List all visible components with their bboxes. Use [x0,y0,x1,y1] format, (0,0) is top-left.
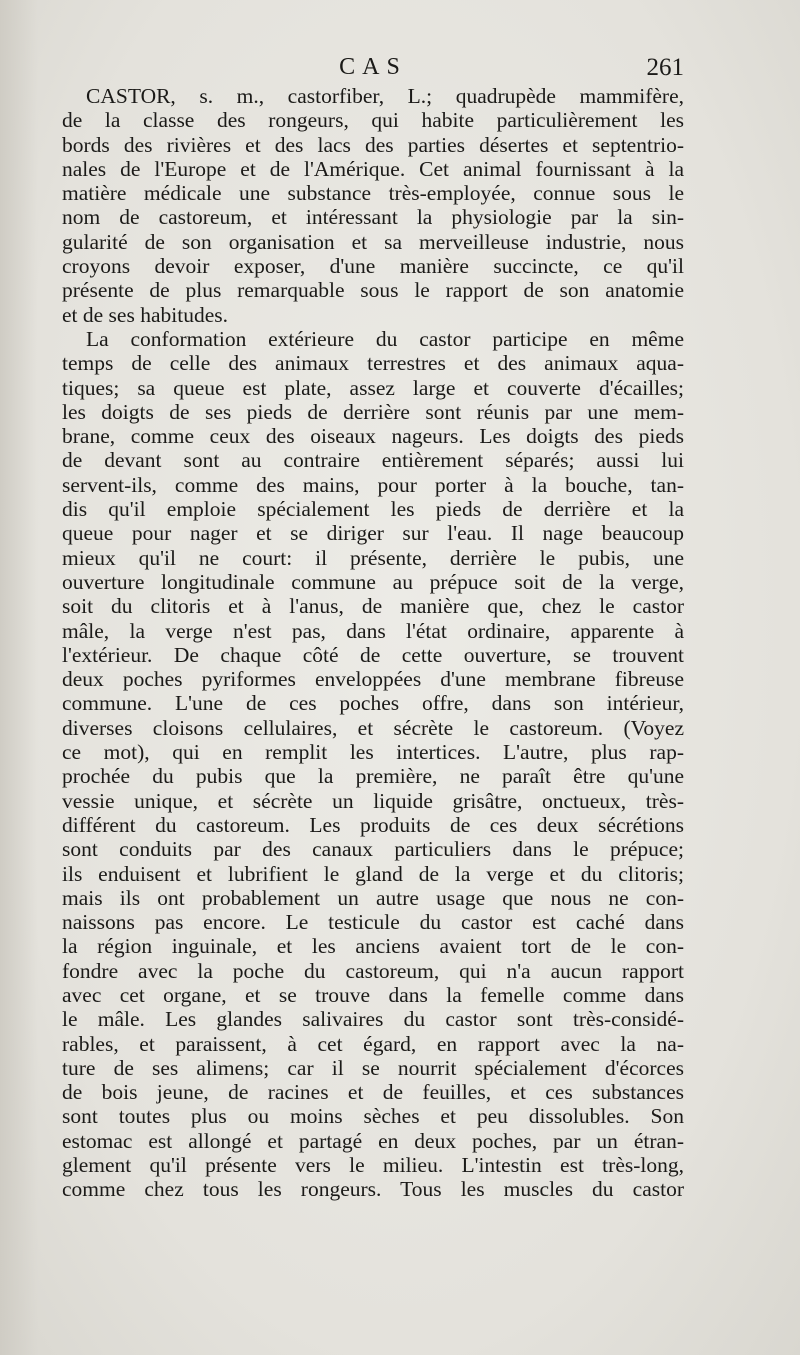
text-line: le mâle. Les glandes salivaires du castor sont très-considé- [62,1007,684,1032]
text-line: différent du castoreum. Les produits de ces deux sécrétions [62,812,684,837]
text-line: vessie unique, et sécrète un liquide grisâtre, onctueux, très- [62,788,684,813]
text-line: diverses cloisons cellulaires, et sécrète le castoreum. (Voyez [62,715,684,740]
text-line: rables, et paraissent, à cet égard, en rapport avec la na- [62,1031,684,1056]
text-line: gularité de son organisation et sa merveilleuse industrie, nous [62,229,684,254]
text-line: nom de castoreum, et intéressant la physiologie par la sin- [62,205,684,230]
text-line: ture de ses alimens; car il se nourrit spécialement d'écorces [62,1055,684,1080]
text-line: glement qu'il présente vers le milieu. L'intestin est très-long, [62,1153,684,1178]
text-line: prochée du pubis que la première, ne paraît être qu'une [62,764,684,789]
text-line: de devant sont au contraire entièrement séparés; aussi lui [62,448,684,473]
text-line: servent-ils, comme des mains, pour porter à la bouche, tan- [62,472,684,497]
text-line: mais ils ont probablement un autre usage que nous ne con- [62,885,684,910]
text-line: et de ses habitudes. [62,302,228,327]
text-line: dis qu'il emploie spécialement les pieds de derrière et la [62,497,684,522]
text-line: fondre avec la poche du castoreum, qui n'a aucun rapport [62,958,684,983]
text-line: la région inguinale, et les anciens avaient tort de le con- [62,934,684,959]
text-line: brane, comme ceux des oiseaux nageurs. Les doigts des pieds [62,424,684,449]
text-line: mieux qu'il ne court: il présente, derrière le pubis, une [62,545,684,570]
paragraph-castor-intro [62,84,684,327]
text-line: les doigts de ses pieds de derrière sont réunis par une mem- [62,399,684,424]
text-line: ils enduisent et lubrifient le gland de la verge et du clitoris; [62,861,684,886]
text-line: l'extérieur. De chaque côté de cette ouverture, se trouvent [62,642,684,667]
text-line: mâle, la verge n'est pas, dans l'état ordinaire, apparente à [62,618,684,643]
text-line: matière médicale une substance très-employée, connue sous le [62,181,684,206]
text-line: bords des rivières et des lacs des parties désertes et septentrio- [62,132,684,157]
text-line: temps de celle des animaux terrestres et des animaux aqua- [62,351,684,376]
text-line: estomac est allongé et partagé en deux poches, par un étran- [62,1128,684,1153]
text-line: ouverture longitudinale commune au prépuce soit de la verge, [62,569,684,594]
body-text [62,84,684,1202]
text-line: comme chez tous les rongeurs. Tous les muscles du castor [62,1177,684,1202]
text-line: deux poches pyriformes enveloppées d'une membrane fibreuse [62,667,684,692]
text-line: avec cet organe, et se trouve dans la femelle comme dans [62,982,684,1007]
text-line: commune. L'une de ces poches offre, dans son intérieur, [62,691,684,716]
text-line: présente de plus remarquable sous le rapport de son anatomie [62,278,684,303]
page-number: 261 [646,54,684,81]
text-line: croyons devoir exposer, d'une manière succincte, ce qu'il [62,254,684,279]
text-line: La conformation extérieure du castor participe en même [86,326,684,351]
text-line: tiques; sa queue est plate, assez large et couverte d'écailles; [62,375,684,400]
paragraph-conformation [62,327,684,1202]
text-line: nales de l'Europe et de l'Amérique. Cet animal fournissant à la [62,156,684,181]
text-line: naissons pas encore. Le testicule du castor est caché dans [62,910,684,935]
gutter-shadow [0,0,38,1355]
text-line: sont toutes plus ou moins sèches et peu dissolubles. Son [62,1104,684,1129]
text-line: de la classe des rongeurs, qui habite particulièrement les [62,108,684,133]
text-line: queue pour nager et se diriger sur l'eau. Il nage beaucoup [62,521,684,546]
text-line: sont conduits par des canaux particuliers dans le prépuce; [62,837,684,862]
text-line: ce mot), qui en remplit les intertices. L'autre, plus rap- [62,740,684,765]
text-line: soit du clitoris et à l'anus, de manière que, chez le castor [62,594,684,619]
page-header [62,52,684,86]
text-line: CASTOR, s. m., castorfiber, L.; quadrupède mammifère, [86,84,684,108]
running-head: CAS [339,54,407,80]
text-line: de bois jeune, de racines et de feuilles, et ces substances [62,1080,684,1105]
